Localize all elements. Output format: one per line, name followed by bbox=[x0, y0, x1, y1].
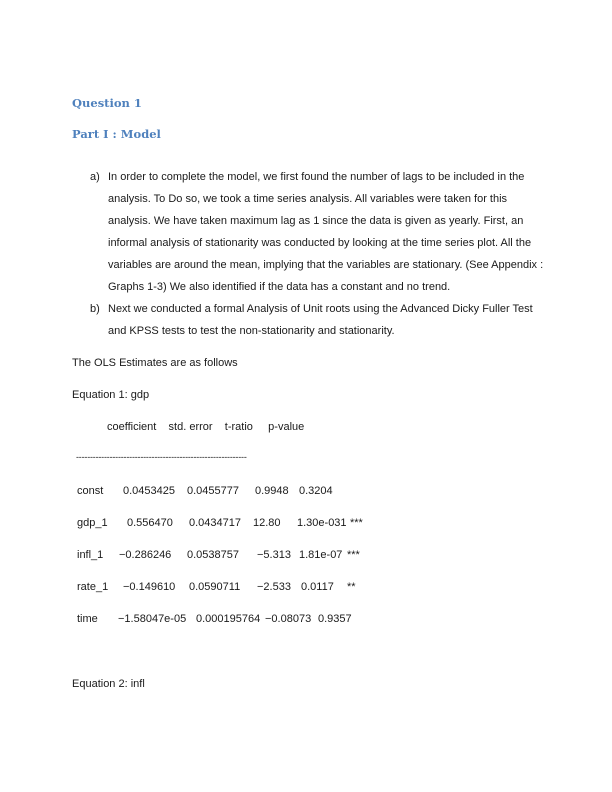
row-t: 12.80 bbox=[253, 517, 281, 529]
ols-intro: The OLS Estimates are as follows bbox=[72, 357, 238, 369]
row-name: time bbox=[77, 613, 98, 625]
row-t: −0.08073 bbox=[265, 613, 312, 625]
list-marker: b) bbox=[90, 303, 100, 315]
part-heading: Part I : Model bbox=[72, 127, 161, 141]
row-p: 0.9357 bbox=[318, 613, 352, 625]
row-stars: *** bbox=[350, 517, 363, 529]
equation1-title: Equation 1: gdp bbox=[72, 389, 150, 401]
list-item bbox=[90, 298, 550, 342]
row-name: infl_1 bbox=[77, 549, 104, 561]
row-t: −5.313 bbox=[257, 549, 291, 561]
row-p: 1.30e-031 bbox=[297, 517, 347, 529]
table-header: coefficient std. error t-ratio p-value bbox=[107, 421, 305, 433]
row-name: rate_1 bbox=[77, 581, 109, 593]
row-name: const bbox=[77, 485, 104, 497]
row-se: 0.0455777 bbox=[187, 485, 239, 497]
row-p: 0.3204 bbox=[299, 485, 333, 497]
method-list bbox=[90, 166, 550, 342]
row-p: 0.0117 bbox=[301, 581, 334, 593]
list-marker: a) bbox=[90, 171, 100, 183]
row-coef: −1.58047e-05 bbox=[118, 613, 187, 625]
row-t: 0.9948 bbox=[255, 485, 289, 497]
row-se: 0.0434717 bbox=[189, 517, 241, 529]
row-coef: 0.0453425 bbox=[123, 485, 175, 497]
row-stars: ** bbox=[347, 581, 356, 593]
list-item-text: Next we conducted a formal Analysis of Unit roots using the Advanced Dicky Fuller Test and KPSS tests to test the non-stationarity and stationarity. bbox=[108, 303, 533, 337]
row-t: −2.533 bbox=[257, 581, 291, 593]
row-coef: −0.286246 bbox=[119, 549, 172, 561]
question-heading: Question 1 bbox=[72, 96, 142, 110]
row-coef: −0.149610 bbox=[123, 581, 176, 593]
table-divider: ------------------------------------------------------------- bbox=[76, 452, 247, 462]
row-se: 0.000195764 bbox=[196, 613, 261, 625]
row-p: 1.81e-07 bbox=[299, 549, 343, 561]
row-stars: *** bbox=[347, 549, 360, 561]
row-se: 0.0538757 bbox=[187, 549, 239, 561]
row-name: gdp_1 bbox=[77, 517, 108, 529]
row-se: 0.0590711 bbox=[189, 581, 241, 593]
list-item bbox=[90, 166, 550, 298]
list-item-text: In order to complete the model, we first found the number of lags to be included in the analysis. To Do so, we took a time series analysis. All variables were taken for this analysis. We have taken maximum lag as 1 since the data is given as yearly. First, an informal analysis of stationarity was conducted by looking at the time series plot. All the variables are around the mean, implying that the variables are stationary. (See Appendix : Graphs 1-3) We also identified if the data has a constant and no trend. bbox=[108, 171, 544, 293]
equation2-title: Equation 2: infl bbox=[72, 678, 145, 690]
row-coef: 0.556470 bbox=[127, 517, 173, 529]
